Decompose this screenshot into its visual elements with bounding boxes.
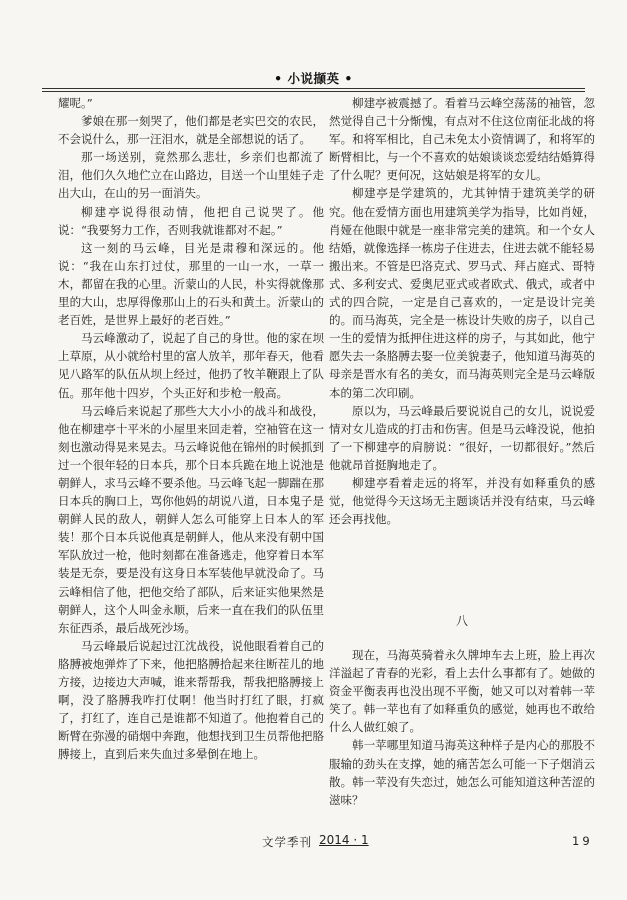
right-text-column: [329, 94, 595, 528]
left-text-column: [58, 94, 324, 763]
page-footer: [0, 834, 627, 854]
paragraph: 韩一苹哪里知道马海英这种样子是内心的那股不服输的劲头在支撑，她的痛苦怎么可能一下子烟消云散。韩一苹没有失恋过，她怎么可能知道这种苦涩的滋味？: [329, 738, 595, 807]
paragraph: 那一场送别，竟然那么悲壮，乡亲们也都流了泪，他们久久地伫立在山路边，目送一个山里娃子走出大山，在山的另一面消失。: [58, 150, 324, 201]
issue-number: 2014 · 1: [319, 833, 369, 847]
paragraph: 柳建亭看着走远的将军，并没有如释重负的感觉，他觉得今天这场无主题谈话并没有结束，马云峰还会再找他。: [329, 475, 595, 527]
paragraph: 爹娘在那一刻哭了，他们都是老实巴交的农民，不会说什么，那一汪泪水，就是全部想说的话了。: [58, 114, 324, 147]
paragraph: 原以为，马云峰最后要说说自己的女儿，说说爱情对女儿造成的打击和伤害。但是马云峰没说，他拍了一下柳建亭的肩膀说：“很好，一切都很好。”然后他就昂首挺胸地走了。: [329, 403, 595, 472]
paragraph: 马云峰激动了，说起了自己的身世。他的家在坝上草原，从小就给村里的富人放羊，那年春天，他看见八路军的队伍从坝上经过，他扔了牧羊鞭跟上了队伍。那年他十四岁，个头正好和步枪一般高。: [58, 331, 324, 400]
right-text-column-lower: [329, 646, 595, 809]
column-label: • 小说撷英 •: [274, 71, 353, 86]
paragraph: 柳建亭是学建筑的，尤其钟情于建筑美学的研究。他在爱情方面也用建筑美学为指导，比如肖娅，肖娅在他眼中就是一座非常完美的建筑。和一个女人结婚，就像选择一栋房子住进去，住进去就不能轻易搬出来。不管是巴洛克式、罗马式、拜占庭式、哥特式、多利安式、爱奥尼亚式或者欧式、俄式，或者中式的四合院，一定是自己喜欢的，一定是设计完美的。而马海英，完全是一栋设计失败的房子，以自己一生的爱情为抵押住进这样的房子，与其如此，他宁愿失去一条胳膊去娶一位美貌妻子，他知道马海英的母亲是晋水有名的美女，而马海英则完全是马云峰版本的第二次印刷。: [329, 186, 595, 400]
paragraph: 柳建亭被震撼了。看着马云峰空荡荡的袖管，忽然觉得自己十分惭愧，有点对不住这位南征北战的将军。和将军相比，自己未免太小资情调了，和将军的断臂相比，与一个不喜欢的姑娘谈谈恋爱结结婚算得了什么呢？更何况，这姑娘是将军的女儿。: [329, 96, 595, 183]
page-number: 19: [572, 834, 593, 848]
paragraph: 这一刻的马云峰，目光是肃穆和深远的。他说：“我在山东打过仗，那里的一山一水，一草一木，都留在我的心里。沂蒙山的人民，朴实得就像那里的大山，忠厚得像那山上的石头和黄土。沂蒙山的老百姓，是世界上最好的老百姓。”: [58, 240, 324, 328]
paragraph: 柳建亭说得很动情，他把自己说哭了。他说：“我要努力工作，否则我就谁都对不起。”: [58, 204, 324, 237]
journal-name: 文学季刊: [262, 835, 312, 849]
section-number: 八: [455, 614, 468, 628]
paragraph: 马云峰后来说起了那些大大小小的战斗和战役，他在柳建亭十平米的小屋里来回走着，空袖管在这一刻也激动得晃来晃去。马云峰说他在锦州的时候抓到过一个很年轻的日本兵，那个日本兵跪在地上说池是朝鲜人，求马云峰不要杀他。马云峰飞起一脚踹在那日本兵的胸口上，骂你他妈的胡说八道，日本鬼子是朝鲜人民的敌人，朝鲜人怎么可能穿上日本人的军装！那个日本兵说他真是朝鲜人，他从来没有朝中国军队放过一枪，他时刻都在准备逃走，他穿着日本军装是无奈，要是没有这身日本军装他早就没命了。马云峰相信了他，把他交给了部队，后来证实他果然是朝鲜人，这个人叫金永顺，后来一直在我们的队伍里东征西杀，最后战死沙场。: [58, 403, 324, 635]
paragraph: 现在，马海英骑着永久牌坤车去上班，脸上再次洋溢起了青春的光彩，看上去什么事都有了。她做的资金平衡表再也没出现不平衡，她又可以对着韩一苹笑了。韩一苹也有了如释重负的感觉，她再也不敢给什么人做红娘了。: [329, 648, 595, 735]
section-header: [0, 68, 627, 87]
paragraph: 耀呢。”: [58, 96, 93, 110]
header-rule: [42, 88, 585, 89]
paragraph: 马云峰最后说起过江沈战役，说他眼看着自己的胳膊被炮弹炸了下来，他把胳膊拾起来往断茬儿的地方接，边接边大声喊，谁来帮帮我，帮我把胳膊接上啊，没了胳膊我咋打仗啊！他当时打红了眼，打疯了，打红了，连自己是谁都不知道了。他抱着自己的断臂在弥漫的硝烟中奔跑，他想找到卫生员帮他把胳膊接上，直到后来失血过多晕倒在地上。: [58, 638, 324, 762]
header-rule-thin: [42, 91, 585, 92]
